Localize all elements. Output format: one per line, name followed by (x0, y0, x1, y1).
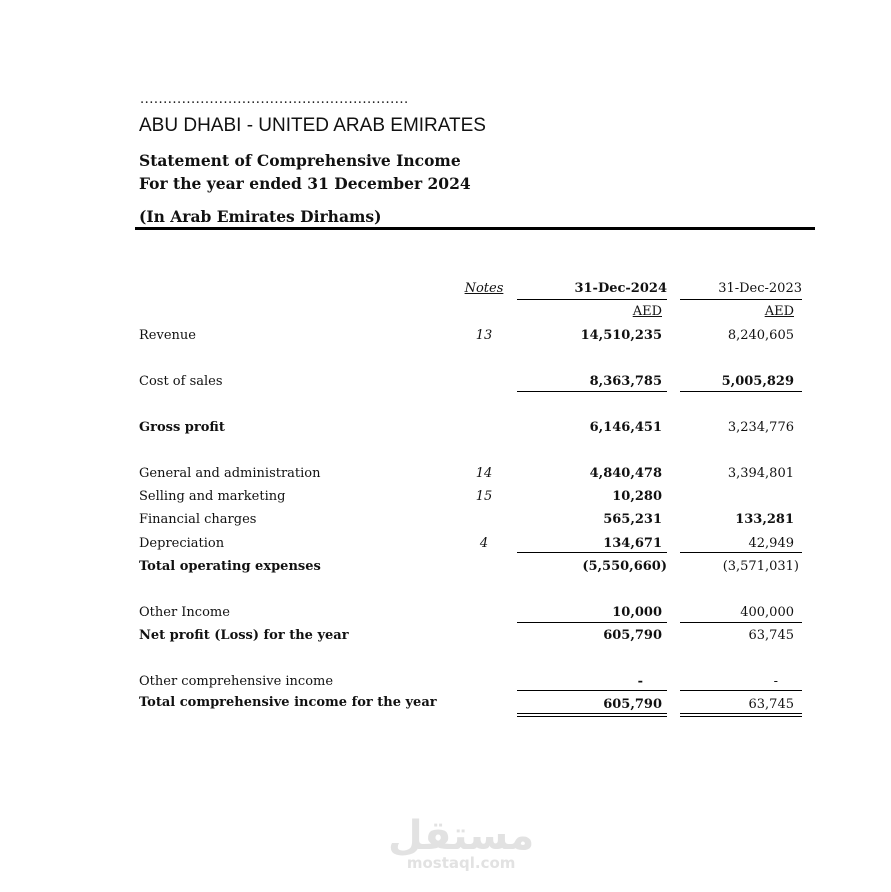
general-admin-note: 14 (475, 466, 493, 481)
total-ci-double-rule-1-prior (680, 713, 802, 714)
oci-prior: - (773, 674, 778, 689)
depreciation-note: 4 (479, 536, 489, 551)
depreciation-prior: 42,949 (748, 536, 794, 551)
general-admin-current: 4,840,478 (589, 466, 662, 481)
cost-of-sales-prior: 5,005,829 (721, 374, 794, 389)
cost-of-sales-rule-prior (680, 391, 802, 392)
notes-header: Notes (464, 281, 504, 296)
revenue-current: 14,510,235 (580, 328, 662, 343)
other-income-prior: 400,000 (740, 605, 794, 620)
cost-of-sales-current: 8,363,785 (589, 374, 662, 389)
oci-rule-current (517, 690, 667, 691)
header-dots: .......................................................... (140, 92, 409, 107)
company-location: ABU DHABI - UNITED ARAB EMIRATES (139, 115, 486, 136)
gross-profit-current: 6,146,451 (589, 420, 662, 435)
total-ci-double-rule-2-current (517, 716, 667, 717)
depreciation-label: Depreciation (139, 536, 225, 551)
general-admin-prior: 3,394,801 (727, 466, 794, 481)
oci-rule-prior (680, 690, 802, 691)
net-profit-label: Net profit (Loss) for the year (139, 628, 349, 643)
depreciation-current: 134,671 (603, 536, 662, 551)
watermark (388, 813, 535, 872)
general-admin-label: General and administration (139, 466, 321, 481)
selling-note: 15 (475, 489, 493, 504)
total-opex-prior: (3,571,031) (722, 559, 799, 574)
total-ci-current: 605,790 (603, 697, 662, 712)
other-income-rule-current (517, 622, 667, 623)
current-header-rule (517, 299, 667, 300)
total-opex-label: Total operating expenses (139, 559, 321, 574)
other-income-label: Other Income (139, 605, 230, 620)
watermark-logo: مستقل (388, 813, 535, 859)
net-profit-prior: 63,745 (748, 628, 794, 643)
total-ci-double-rule-2-prior (680, 716, 802, 717)
header-rule (135, 227, 815, 230)
financial-current: 565,231 (603, 512, 662, 527)
total-ci-double-rule-1-current (517, 713, 667, 714)
oci-label: Other comprehensive income (139, 674, 334, 689)
other-income-rule-prior (680, 622, 802, 623)
gross-profit-label: Gross profit (139, 420, 225, 435)
total-ci-prior: 63,745 (748, 697, 794, 712)
financial-prior: 133,281 (735, 512, 794, 527)
total-ci-label: Total comprehensive income for the year (139, 695, 437, 710)
gross-profit-prior: 3,234,776 (727, 420, 794, 435)
statement-period: For the year ended 31 December 2024 (139, 174, 471, 193)
selling-current: 10,280 (612, 489, 662, 504)
financial-label: Financial charges (139, 512, 257, 527)
depreciation-rule-current (517, 552, 667, 553)
net-profit-current: 605,790 (603, 628, 662, 643)
cost-of-sales-label: Cost of sales (139, 374, 223, 389)
current-unit: AED (632, 304, 662, 319)
current-year-header: 31-Dec-2024 (574, 281, 667, 296)
statement-title: Statement of Comprehensive Income (139, 151, 461, 170)
currency-note: (In Arab Emirates Dirhams) (139, 207, 382, 226)
revenue-note: 13 (475, 328, 493, 343)
selling-label: Selling and marketing (139, 489, 286, 504)
oci-current: - (637, 674, 643, 689)
watermark-url: mostaql.com (406, 854, 516, 872)
revenue-prior: 8,240,605 (727, 328, 794, 343)
prior-unit: AED (764, 304, 794, 319)
revenue-label: Revenue (139, 328, 196, 343)
depreciation-rule-prior (680, 552, 802, 553)
other-income-current: 10,000 (612, 605, 662, 620)
cost-of-sales-rule-current (517, 391, 667, 392)
total-opex-current: (5,550,660) (582, 559, 667, 574)
prior-year-header: 31-Dec-2023 (718, 281, 802, 296)
prior-header-rule (680, 299, 802, 300)
